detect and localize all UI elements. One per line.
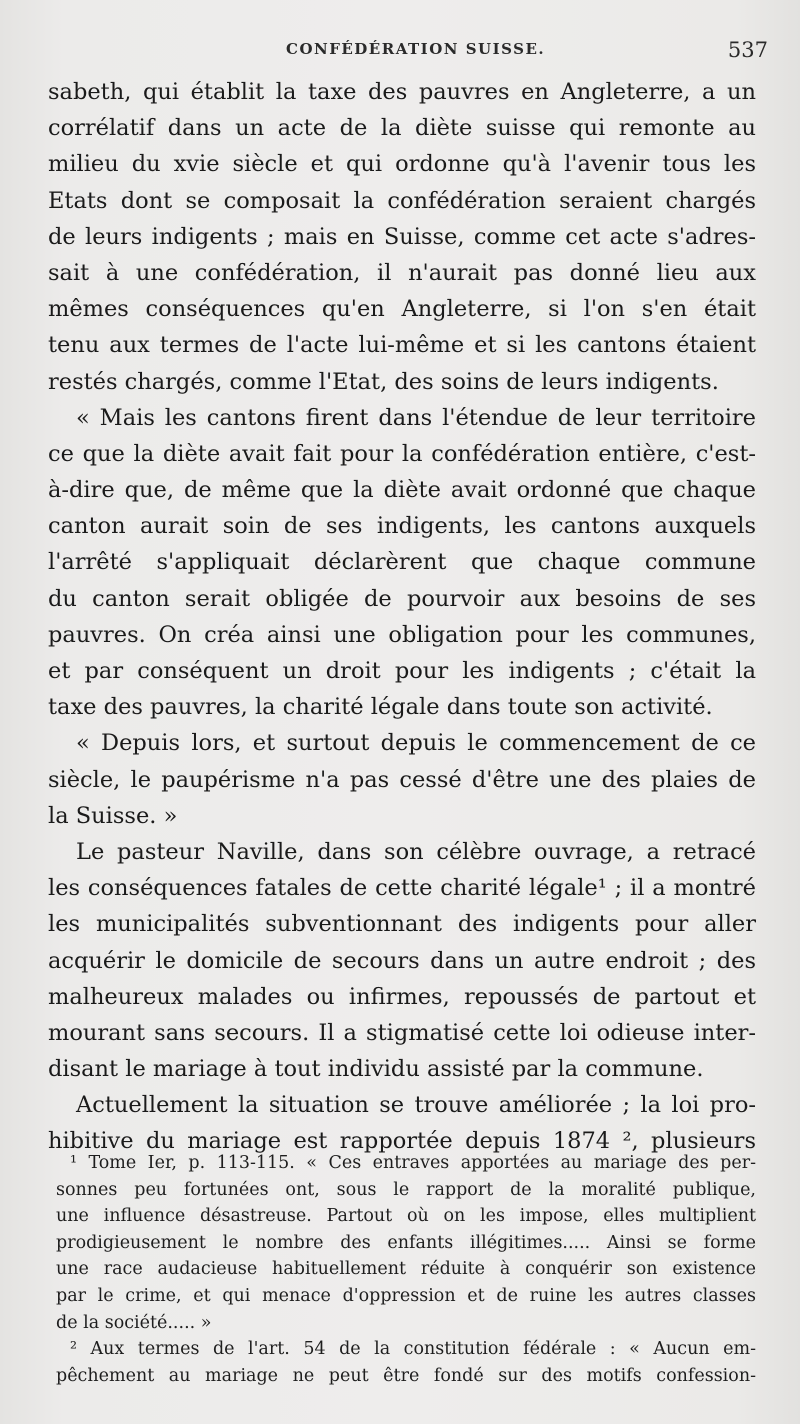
text-line: la Suisse. »: [48, 802, 178, 829]
text-line: tenu aux termes de l'acte lui-même et si les cantons étaient: [48, 332, 756, 359]
footnote-line: prodigieusement le nombre des enfants illégitimes..... Ainsi se forme: [56, 1232, 756, 1253]
text-line: « Depuis lors, et surtout depuis le commencement de ce: [76, 730, 756, 757]
text-line: les conséquences fatales de cette charité légale¹ ; il a montré: [48, 875, 756, 902]
text-line: disant le mariage à tout individu assisté par la commune.: [48, 1056, 704, 1083]
text-line: sait à une confédération, il n'aurait pas donné lieu aux: [48, 259, 756, 286]
text-line: hibitive du mariage est rapportée depuis 1874 ², plusieurs: [48, 1128, 756, 1155]
text-line: mêmes conséquences qu'en Angleterre, si l'on s'en était: [48, 296, 756, 323]
text-line: acquérir le domicile de secours dans un autre endroit ; des: [48, 947, 756, 974]
text-line: et par conséquent un droit pour les indigents ; c'était la: [48, 658, 756, 684]
text-line: milieu du xvie siècle et qui ordonne qu'à l'avenir tous les: [48, 151, 756, 178]
footnote-line: de la société..... »: [56, 1312, 212, 1333]
footnote-line: une influence désastreuse. Partout où on les impose, elles multiplient: [56, 1206, 756, 1227]
text-line: corrélatif dans un acte de la diète suisse qui remonte au: [48, 115, 756, 142]
text-line: à-dire que, de même que la diète avait ordonné que chaque: [48, 477, 756, 504]
footnote-line: sonnes peu fortunées ont, sous le rapport de la moralité publique,: [56, 1179, 756, 1200]
text-line: taxe des pauvres, la charité légale dans toute son activité.: [48, 694, 713, 721]
footnote-line: par le crime, et qui menace d'oppression et de ruine les autres classes: [56, 1285, 756, 1306]
text-line: de leurs indigents ; mais en Suisse, comme cet acte s'adres-: [48, 223, 756, 250]
text-line: ce que la diète avait fait pour la confédération entière, c'est-: [48, 440, 756, 467]
running-title: CONFÉDÉRATION SUISSE.: [286, 40, 546, 58]
text-line: pauvres. On créa ainsi une obligation pour les communes,: [48, 621, 756, 648]
text-line: mourant sans secours. Il a stigmatisé cette loi odieuse inter-: [48, 1019, 756, 1046]
text-line: Actuellement la situation se trouve améliorée ; la loi pro-: [76, 1092, 756, 1119]
footnote-line: ² Aux termes de l'art. 54 de la constitution fédérale : « Aucun em-: [70, 1339, 756, 1360]
text-line: du canton serait obligée de pourvoir aux besoins de ses: [48, 585, 756, 612]
footnotes: [56, 1150, 756, 1389]
text-line: malheureux malades ou infirmes, repoussés de partout et: [48, 983, 756, 1010]
text-line: Etats dont se composait la confédération seraient chargés: [48, 187, 756, 214]
text-line: siècle, le paupérisme n'a pas cessé d'être une des plaies de: [48, 766, 756, 793]
page-number: 537: [727, 38, 768, 62]
footnote-line: ¹ Tome Ier, p. 113-115. « Ces entraves apportées au mariage des per-: [70, 1153, 756, 1173]
text-line: canton aurait soin de ses indigents, les cantons auxquels: [48, 513, 756, 540]
footnote-line: une race audacieuse habituellement réduite à conquérir son existence: [56, 1259, 756, 1280]
main-text: [48, 74, 756, 1160]
footnote-line: pêchement au mariage ne peut être fondé sur des motifs confession-: [56, 1365, 756, 1386]
text-line: restés chargés, comme l'Etat, des soins de leurs indigents.: [48, 368, 719, 395]
text-line: Le pasteur Naville, dans son célèbre ouvrage, a retracé: [76, 838, 756, 865]
text-line: sabeth, qui établit la taxe des pauvres en Angleterre, a un: [48, 79, 756, 105]
page-header: [48, 38, 768, 66]
text-line: « Mais les cantons firent dans l'étendue de leur territoire: [76, 404, 756, 431]
text-line: l'arrêté s'appliquait déclarèrent que chaque commune: [48, 549, 756, 576]
text-line: les municipalités subventionnant des indigents pour aller: [48, 911, 756, 938]
